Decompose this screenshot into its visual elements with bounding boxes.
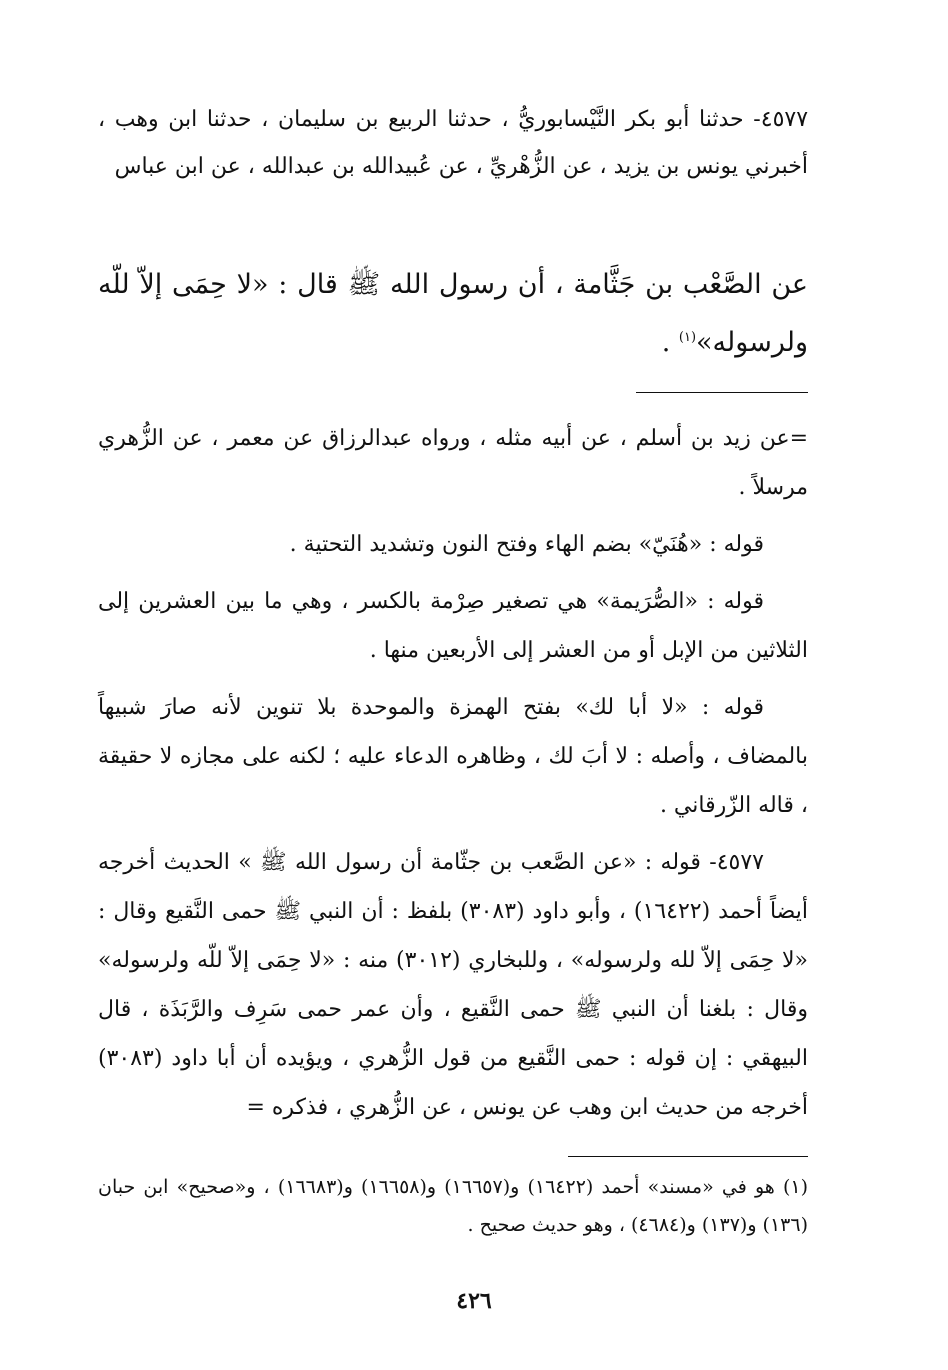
commentary-section bbox=[98, 414, 808, 1132]
hadith-isnad: ٤٥٧٧- حدثنا أبو بكر النَّيْسابوريُّ ، حدثنا الربيع بن سليمان ، حدثنا ابن وهب ، أخبرني يونس بن يزيد ، عن الزُّهْريِّ ، عن عُبيدالله بن عبدالله ، عن ابن عباس bbox=[98, 107, 809, 179]
commentary-paragraph-continuation: =عن زيد بن أسلم ، عن أبيه مثله ، ورواه عبدالرزاق عن معمر ، عن الزُّهري مرسلاً . bbox=[98, 426, 808, 500]
commentary-paragraph-la-aba-lak: قوله : «لا أبا لك» بفتح الهمزة والموحدة بلا تنوين لأنه صارَ شبيهاً بالمضاف ، وأصله : لا أبَ لك ، وظاهره الدعاء عليه ؛ لكنه على مجازه لا حقيقة ، قاله الزّرقاني . bbox=[98, 695, 808, 818]
commentary-paragraph-takhrij: ٤٥٧٧- قوله : «عن الصَّعب بن جثّامة أن رسول الله ﷺ » الحديث أخرجه أيضاً أحمد (١٦٤٢٢) ، وأبو داود (٣٠٨٣) بلفظ : أن النبي ﷺ حمى النَّقيع وقال : «لا حِمَى إلاّ لله ولرسوله» ، وللبخاري (٣٠١٢) منه : «لا حِمَى إلاّ للّه ولرسوله» وقال : بلغنا أن النبي ﷺ حمى النَّقيع ، وأن عمر حمى سَرِف والرَّبَذَة ، قال البيهقي : إن قوله : حمى النَّقيع من قول الزُّهري ، ويؤيده أن أبا داود (٣٠٨٣) أخرجه من حديث ابن وهب عن يونس ، عن الزُّهري ، فذكره = bbox=[98, 850, 808, 1120]
section-divider bbox=[636, 392, 808, 393]
commentary-paragraph-hunayy: قوله : «هُنَيّ» بضم الهاء وفتح النون وتشديد التحتية . bbox=[289, 532, 764, 557]
footnote-divider bbox=[568, 1156, 808, 1157]
hadith-matn bbox=[98, 258, 808, 369]
footnote: (١) هو في «مسند» أحمد (١٦٤٢٢) و(١٦٦٥٧) و(١٦٦٥٨) و(١٦٦٨٣) ، و«صحيح» ابن حبان (١٣٦) و(١٣٧) و(٤٦٨٤) ، وهو حديث صحيح . bbox=[98, 1176, 808, 1236]
hadith-matn-text: عن الصَّعْب بن جَثَّامة ، أن رسول الله ﷺ قال : «لا حِمَى إلاّ للّه ولرسوله» bbox=[98, 269, 808, 358]
commentary-paragraph-suraymah: قوله : «الصُّرَيمة» هي تصغير صِرْمة بالكسر ، وهي ما بين العشرين إلى الثلاثين من الإبل أو من العشر إلى الأربعين منها . bbox=[98, 589, 808, 663]
page-number: ٤٢٦ bbox=[456, 1288, 492, 1314]
footnote-reference: (١) bbox=[678, 330, 697, 345]
hadith-matn-end: . bbox=[661, 327, 679, 358]
